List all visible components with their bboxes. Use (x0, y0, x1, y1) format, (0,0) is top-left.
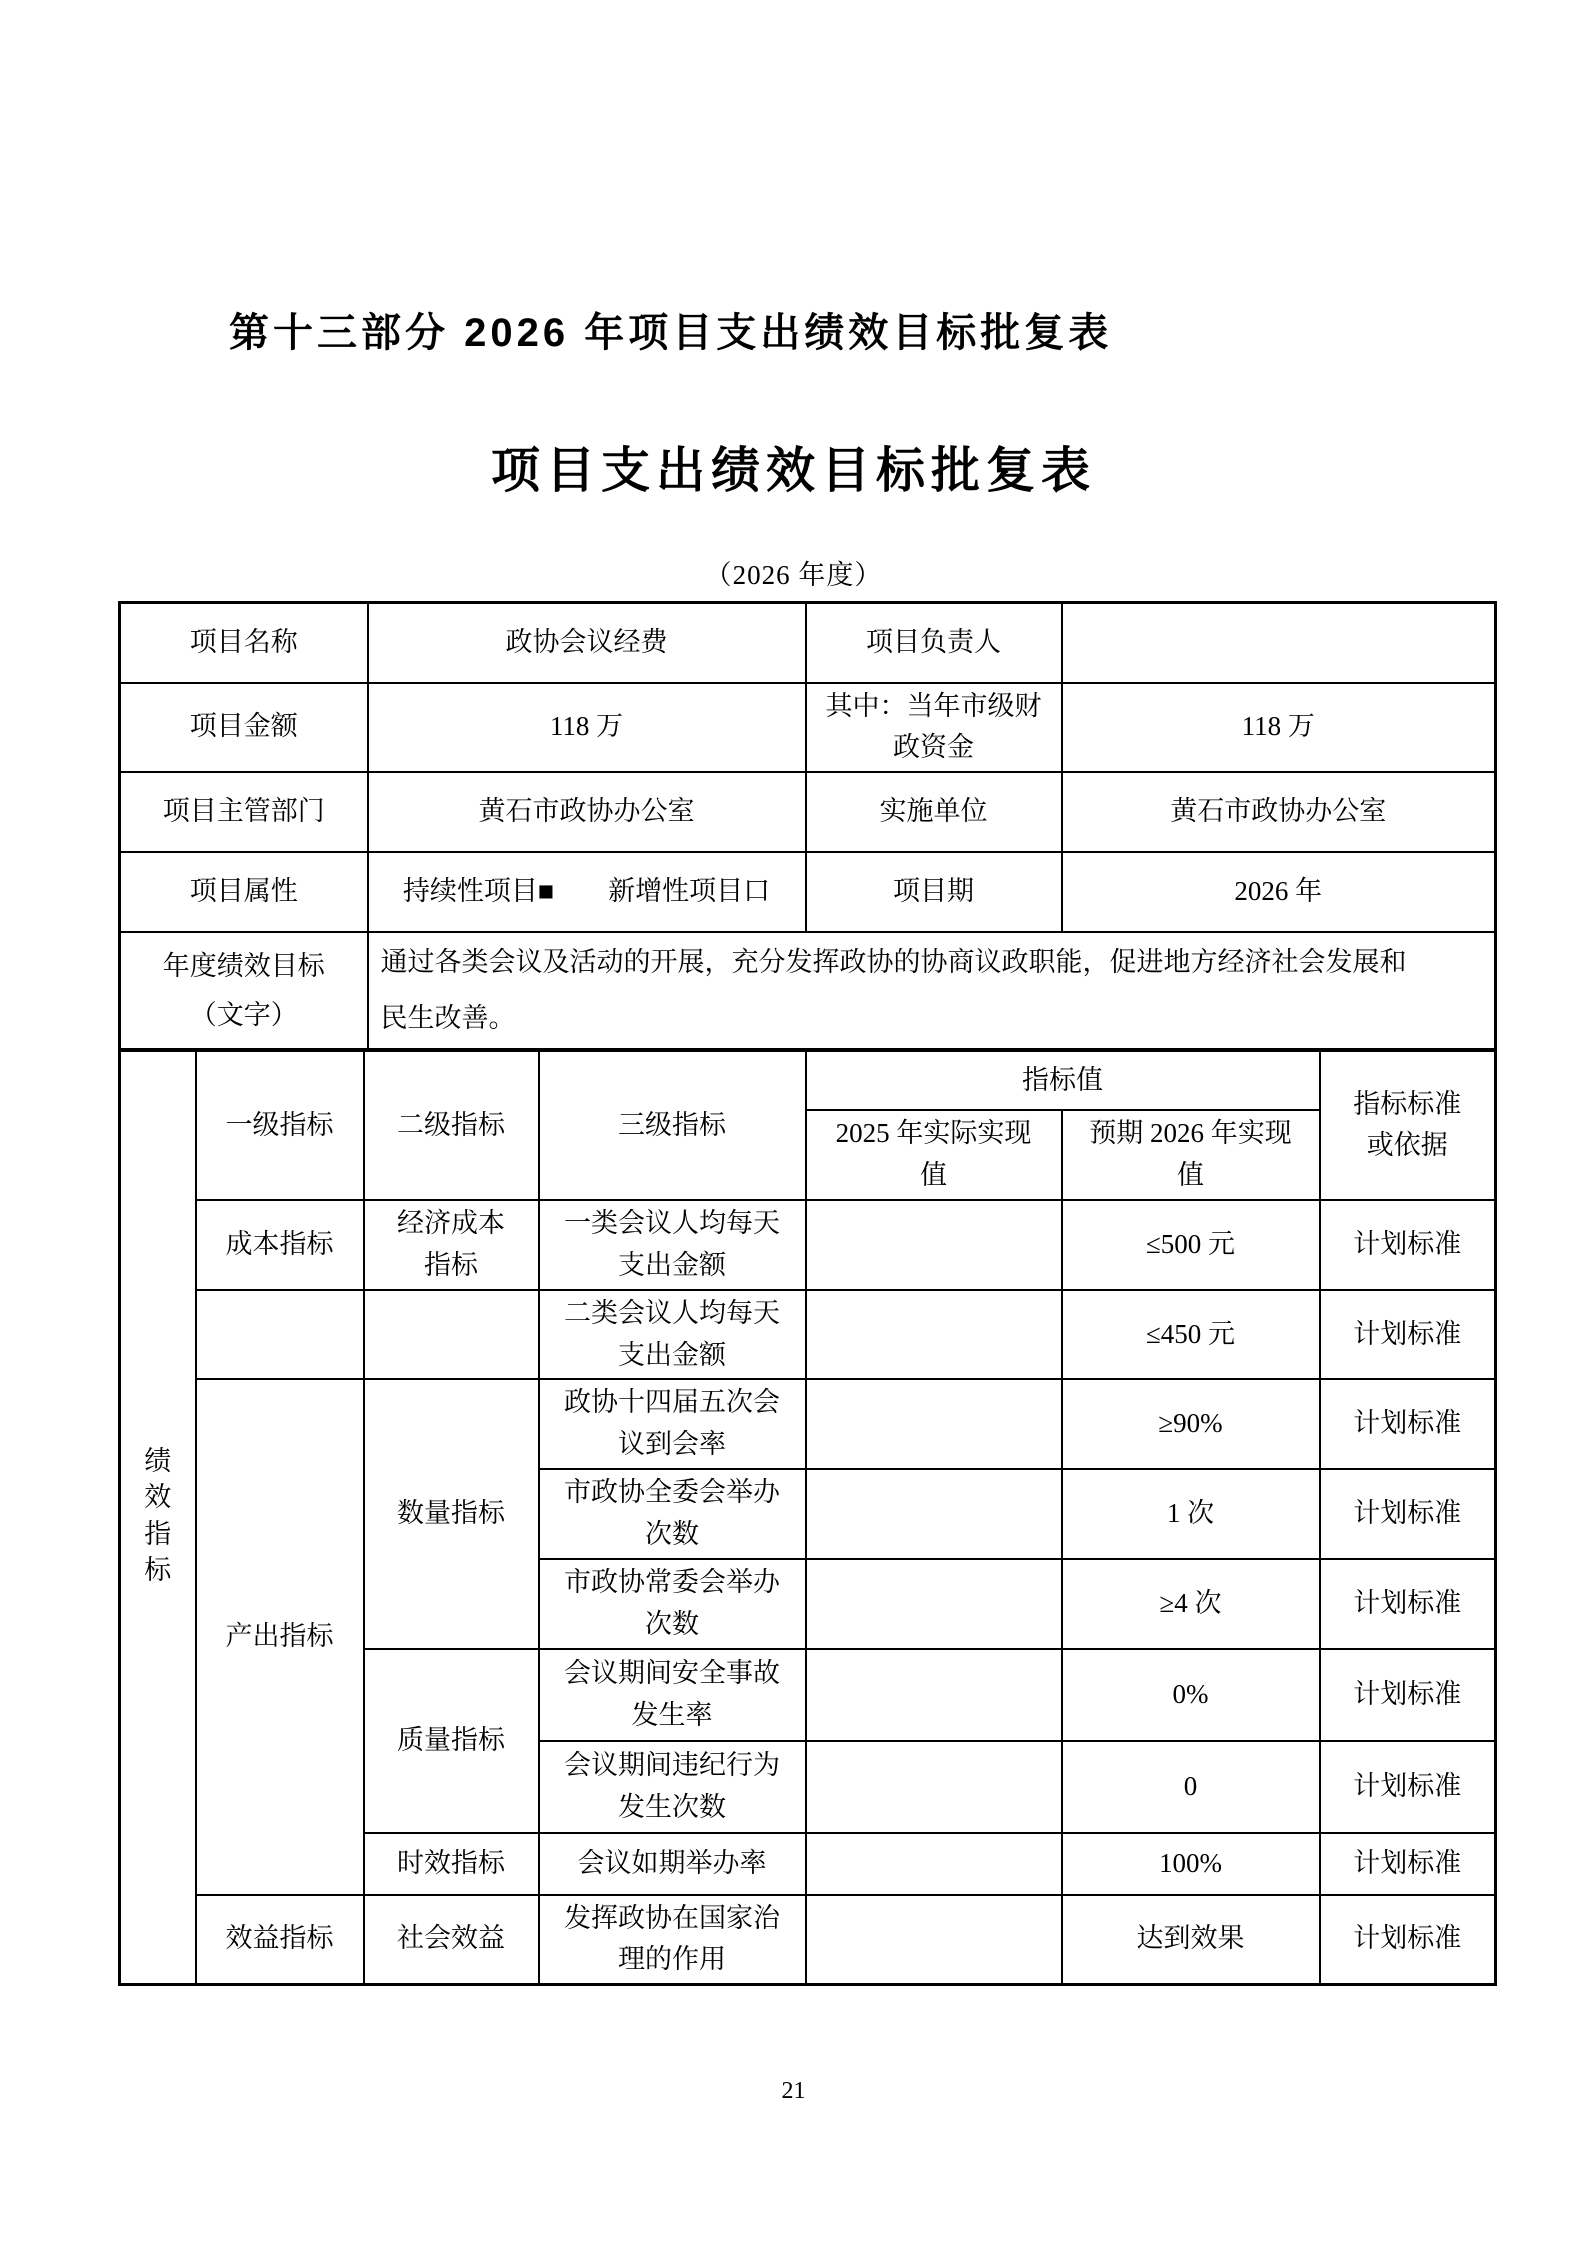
project-leader-label: 项目负责人 (806, 603, 1062, 683)
actual-2025-cell (806, 1649, 1062, 1741)
actual-2025-cell (806, 1895, 1062, 1985)
actual-2025-cell (806, 1741, 1062, 1833)
expected-2026-cell: ≤450 元 (1062, 1290, 1320, 1380)
side-label-text: 绩效指标 (144, 1445, 172, 1586)
city-funds-label: 其中：当年市级财政资金 (806, 683, 1062, 773)
indicator-row (120, 1200, 1496, 1290)
project-amount-label: 项目金额 (120, 683, 368, 773)
standard-cell: 计划标准 (1320, 1200, 1496, 1290)
actual-2025-cell (806, 1290, 1062, 1380)
project-period-label: 项目期 (806, 852, 1062, 932)
table-row (120, 603, 1496, 683)
level1-header: 一级指标 (196, 1050, 364, 1200)
table-row (120, 772, 1496, 852)
table-row (120, 683, 1496, 773)
level3-header: 三级指标 (539, 1050, 806, 1200)
implement-unit-value: 黄石市政协办公室 (1062, 772, 1496, 852)
level2-cell: 社会效益 (364, 1895, 539, 1985)
expected-2026-cell: 100% (1062, 1833, 1320, 1895)
project-amount-value: 118 万 (368, 683, 806, 773)
standard-cell: 计划标准 (1320, 1895, 1496, 1985)
expected-2026-cell: 达到效果 (1062, 1895, 1320, 1985)
performance-indicators-table (118, 1049, 1497, 1986)
standard-cell: 计划标准 (1320, 1559, 1496, 1649)
level3-cell: 发挥政协在国家治理的作用 (539, 1895, 806, 1985)
level2-cell (364, 1290, 539, 1380)
actual-2025-cell (806, 1559, 1062, 1649)
actual-2025-cell (806, 1469, 1062, 1559)
expected-2026-cell: ≥90% (1062, 1379, 1320, 1469)
performance-indicators-side-label (120, 1050, 196, 1984)
city-funds-value: 118 万 (1062, 683, 1496, 773)
project-name-value: 政协会议经费 (368, 603, 806, 683)
project-name-label: 项目名称 (120, 603, 368, 683)
actual-2025-cell (806, 1833, 1062, 1895)
actual-2025-header: 2025 年实际实现值 (806, 1110, 1062, 1200)
expected-2026-cell: 0 (1062, 1741, 1320, 1833)
level1-cell (196, 1290, 364, 1380)
table-subtitle: （2026 年度） (704, 560, 883, 590)
project-attribute-label: 项目属性 (120, 852, 368, 932)
expected-2026-cell: 1 次 (1062, 1469, 1320, 1559)
table-row (120, 852, 1496, 932)
level3-cell: 会议期间安全事故发生率 (539, 1649, 806, 1741)
level2-cell: 时效指标 (364, 1833, 539, 1895)
standard-cell: 计划标准 (1320, 1469, 1496, 1559)
level3-cell: 市政协全委会举办次数 (539, 1469, 806, 1559)
level2-header: 二级指标 (364, 1050, 539, 1200)
expected-2026-cell: ≤500 元 (1062, 1200, 1320, 1290)
project-info-table (118, 601, 1497, 1051)
indicator-row (120, 1290, 1496, 1380)
tables-container (118, 601, 1498, 1986)
indicator-row (120, 1379, 1496, 1469)
annual-goal-text (368, 932, 1496, 1049)
level1-cell: 成本指标 (196, 1200, 364, 1290)
standard-cell: 计划标准 (1320, 1649, 1496, 1741)
project-period-value: 2026 年 (1062, 852, 1496, 932)
level3-cell: 会议期间违纪行为发生次数 (539, 1741, 806, 1833)
expected-2026-header: 预期 2026 年实现值 (1062, 1110, 1320, 1200)
standard-cell: 计划标准 (1320, 1741, 1496, 1833)
level1-cell: 产出指标 (196, 1379, 364, 1894)
expected-2026-cell: 0% (1062, 1649, 1320, 1741)
level3-cell: 一类会议人均每天支出金额 (539, 1200, 806, 1290)
standard-cell: 计划标准 (1320, 1833, 1496, 1895)
level3-cell: 会议如期举办率 (539, 1833, 806, 1895)
expected-2026-cell: ≥4 次 (1062, 1559, 1320, 1649)
standard-header: 指标标准或依据 (1320, 1050, 1496, 1200)
level3-cell: 市政协常委会举办次数 (539, 1559, 806, 1649)
level2-cell: 数量指标 (364, 1379, 539, 1648)
actual-2025-cell (806, 1379, 1062, 1469)
project-leader-value (1062, 603, 1496, 683)
page-number: 21 (781, 2078, 806, 2104)
implement-unit-label: 实施单位 (806, 772, 1062, 852)
level2-cell-text: 经济成本指标 (397, 1208, 505, 1280)
standard-cell: 计划标准 (1320, 1379, 1496, 1469)
section-heading: 第十三部分 2026 年项目支出绩效目标批复表 (229, 311, 1113, 355)
table-title: 项目支出绩效目标批复表 (490, 443, 1096, 498)
table-row (120, 932, 1496, 1049)
level2-cell: 质量指标 (364, 1649, 539, 1833)
annual-goal-label: 年度绩效目标（文字） (120, 932, 368, 1049)
level3-cell: 政协十四届五次会议到会率 (539, 1379, 806, 1469)
project-attribute-value: 持续性项目■ 新增性项目口 (368, 852, 806, 932)
indicator-value-header: 指标值 (806, 1050, 1320, 1110)
supervisor-dept-value: 黄石市政协办公室 (368, 772, 806, 852)
level2-cell (364, 1200, 539, 1290)
level3-cell: 二类会议人均每天支出金额 (539, 1290, 806, 1380)
standard-cell: 计划标准 (1320, 1290, 1496, 1380)
annual-goal-text-content: 通过各类会议及活动的开展，充分发挥政协的协商议政职能，促进地方经济社会发展和民生改善。 (380, 947, 1407, 1033)
indicator-header-row (120, 1050, 1496, 1110)
supervisor-dept-label: 项目主管部门 (120, 772, 368, 852)
indicator-row (120, 1895, 1496, 1985)
actual-2025-cell (806, 1200, 1062, 1290)
level1-cell: 效益指标 (196, 1895, 364, 1985)
